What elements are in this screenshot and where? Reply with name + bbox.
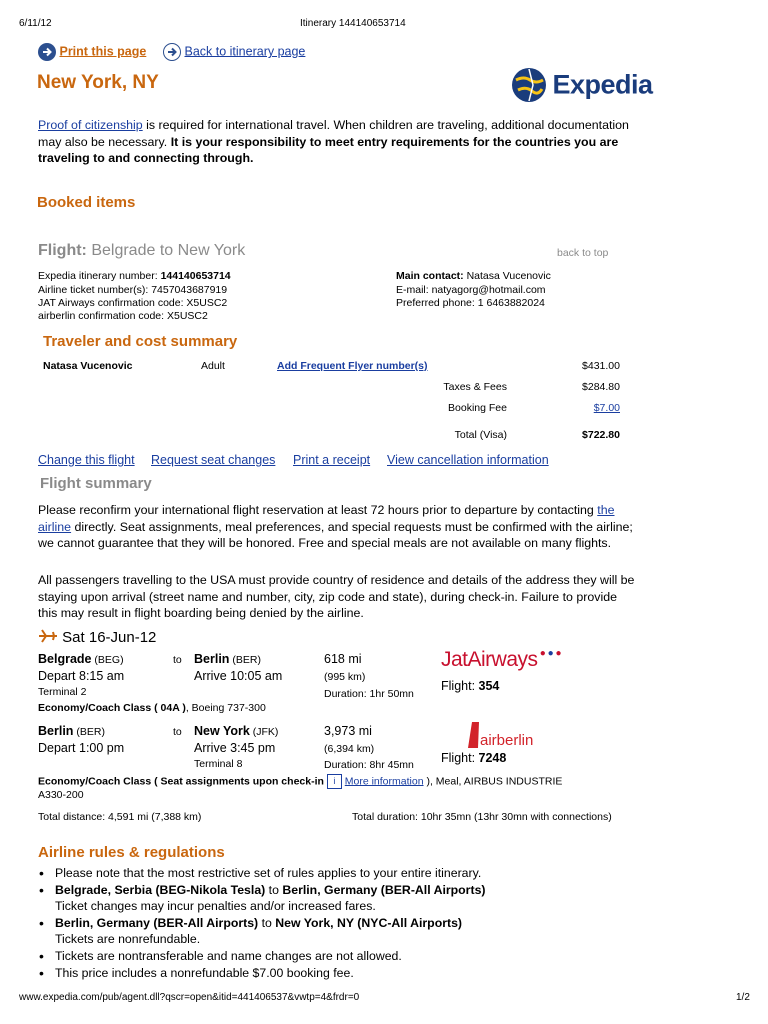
seg2-duration: Duration: 8hr 45mn <box>324 759 414 771</box>
seg1-to: Berlin (BER) <box>194 652 261 666</box>
seg2-miles: 3,973 mi <box>324 724 372 738</box>
rule-item: • Please note that the most restrictive set of rules applies to your entire itinerary. <box>38 865 658 882</box>
jat-airways-logo: JatAirways ● ● ● <box>441 648 562 671</box>
traveler-type: Adult <box>201 360 225 372</box>
seg1-flight-number: Flight: 354 <box>441 679 500 693</box>
usa-passengers-paragraph: All passengers travelling to the USA must provide country of residence and details of the address they will be staying upon arrival (street name and number, city, zip code and state), during check-in. Failure to provide this may result in flight boarding being denied by the airline. <box>38 573 635 620</box>
total-duration: Total duration: 10hr 35mn (13hr 30mn with connections) <box>352 811 612 823</box>
booking-fee-label: Booking Fee <box>448 402 507 414</box>
flight-header <box>38 242 245 260</box>
the-airline-link[interactable]: the airline <box>38 503 615 534</box>
proof-of-citizenship-link[interactable]: Proof of citizenship <box>38 118 143 132</box>
arrow-right-circle-icon <box>163 43 181 61</box>
flight-label: Flight: <box>38 242 87 259</box>
add-frequent-flyer-link[interactable]: Add Frequent Flyer number(s) <box>277 360 428 372</box>
intro-bold-text: It is your responsibility to meet entry requirements for the countries you are traveling to and connecting through. <box>38 134 619 165</box>
view-cancellation-link[interactable]: View cancellation information <box>387 453 549 467</box>
print-page-link[interactable] <box>38 43 146 61</box>
request-seat-changes-link[interactable]: Request seat changes <box>151 453 276 467</box>
print-doc-title: Itinerary 144140653714 <box>300 18 406 29</box>
intro-paragraph <box>38 117 638 167</box>
booking-fee-value[interactable]: $7.00 <box>593 402 620 414</box>
change-flight-link[interactable]: Change this flight <box>38 453 135 467</box>
rule-subitem: Ticket changes may incur penalties and/or increased fares. <box>55 899 376 914</box>
seg2-arrive: Arrive 3:45 pm <box>194 741 276 755</box>
ticket-number: Airline ticket number(s): 7457043687919 <box>38 284 228 296</box>
seg1-duration: Duration: 1hr 50mn <box>324 688 414 700</box>
rules-heading: Airline rules & regulations <box>38 844 225 861</box>
total-value: $722.80 <box>582 429 620 441</box>
page-title: New York, NY <box>37 72 159 93</box>
airberlin-logo: airberlin <box>466 720 533 750</box>
seg1-terminal: Terminal 2 <box>38 686 87 698</box>
airberlin-confirmation: airberlin confirmation code: X5USC2 <box>38 310 208 322</box>
rules-list <box>38 865 658 981</box>
seg1-km: (995 km) <box>324 671 366 683</box>
rule-item: • Berlin, Germany (BER-All Airports) to New York, NY (NYC-All Airports) <box>38 915 658 932</box>
expedia-wordmark: Expedia <box>552 69 653 100</box>
contact-phone: Preferred phone: 1 6463882024 <box>396 297 545 309</box>
seg2-depart: Depart 1:00 pm <box>38 741 125 755</box>
booked-items-heading: Booked items <box>37 194 136 211</box>
intro-text: is required for international travel. When children are traveling, additional documentation may also be necessary. <box>38 118 629 149</box>
seg1-to-word: to <box>173 654 182 666</box>
seg1-from: Belgrade (BEG) <box>38 652 124 666</box>
main-contact: Main contact: Natasa Vucenovic <box>396 270 551 282</box>
print-page-label[interactable]: Print this page <box>59 44 147 59</box>
taxes-label: Taxes & Fees <box>443 381 507 393</box>
traveler-name: Natasa Vucenovic <box>43 360 133 372</box>
seg1-miles: 618 mi <box>324 652 362 666</box>
back-to-itinerary-link[interactable] <box>163 43 305 61</box>
seg1-class: Economy/Coach Class ( 04A ), Boeing 737-300 <box>38 702 266 714</box>
rule-subitem: Tickets are nonrefundable. <box>55 932 201 947</box>
rule-item: • This price includes a nonrefundable $7.00 booking fee. <box>38 965 658 982</box>
footer-url: www.expedia.com/pub/agent.dll?qscr=open&itid=441406537&vwtp=4&frdr=0 <box>19 992 360 1003</box>
globe-icon <box>510 66 548 104</box>
cost-summary-heading: Traveler and cost summary <box>43 333 238 350</box>
seg2-class: Economy/Coach Class ( Seat assignments upon check-in i More information ), Meal, AIRBUS INDUSTRIE <box>38 775 563 788</box>
arrow-right-icon <box>38 43 56 61</box>
seg2-terminal: Terminal 8 <box>194 758 243 770</box>
contact-email: E-mail: natyagorg@hotmail.com <box>396 284 546 296</box>
flight-summary-heading: Flight summary <box>40 475 152 492</box>
flight-route: Belgrade to New York <box>91 242 246 259</box>
seg2-class-line2: A330-200 <box>38 789 84 801</box>
expedia-logo <box>510 66 653 104</box>
flight-date: Sat 16-Jun-12 <box>38 629 156 646</box>
total-distance: Total distance: 4,591 mi (7,388 km) <box>38 811 202 823</box>
itinerary-number: Expedia itinerary number: 144140653714 <box>38 270 231 282</box>
more-information-link[interactable]: More information <box>344 775 424 788</box>
seg2-to: New York (JFK) <box>194 724 279 738</box>
seg2-from: Berlin (BER) <box>38 724 105 738</box>
seg2-to-word: to <box>173 726 182 738</box>
total-label: Total (Visa) <box>454 429 507 441</box>
seg2-flight-number: Flight: 7248 <box>441 751 507 765</box>
back-to-top-link[interactable]: back to top <box>557 247 609 259</box>
back-to-itinerary-label[interactable]: Back to itinerary page <box>184 44 306 59</box>
taxes-value: $284.80 <box>582 381 620 393</box>
airberlin-tail-icon <box>466 720 480 750</box>
jat-confirmation: JAT Airways confirmation code: X5USC2 <box>38 297 228 309</box>
seg2-km: (6,394 km) <box>324 743 375 755</box>
footer-page-number: 1/2 <box>736 992 750 1003</box>
info-icon: i <box>327 774 342 789</box>
reconfirm-paragraph: Please reconfirm your international flight reservation at least 72 hours prior to departure by contacting the airline directly. Seat assignments, meal preferences, and special requests must be confirmed with the airline; we cannot guarantee that they will be honored. Free and special meals are not available on many flights. <box>38 503 633 550</box>
base-price: $431.00 <box>582 360 620 372</box>
print-date: 6/11/12 <box>19 18 52 29</box>
print-receipt-link[interactable]: Print a receipt <box>293 453 371 467</box>
rule-item: • Tickets are nontransferable and name changes are not allowed. <box>38 948 658 965</box>
seg1-depart: Depart 8:15 am <box>38 669 125 683</box>
seg1-arrive: Arrive 10:05 am <box>194 669 283 683</box>
airplane-icon <box>38 629 58 643</box>
rule-item: • Belgrade, Serbia (BEG-Nikola Tesla) to Berlin, Germany (BER-All Airports) <box>38 882 658 899</box>
